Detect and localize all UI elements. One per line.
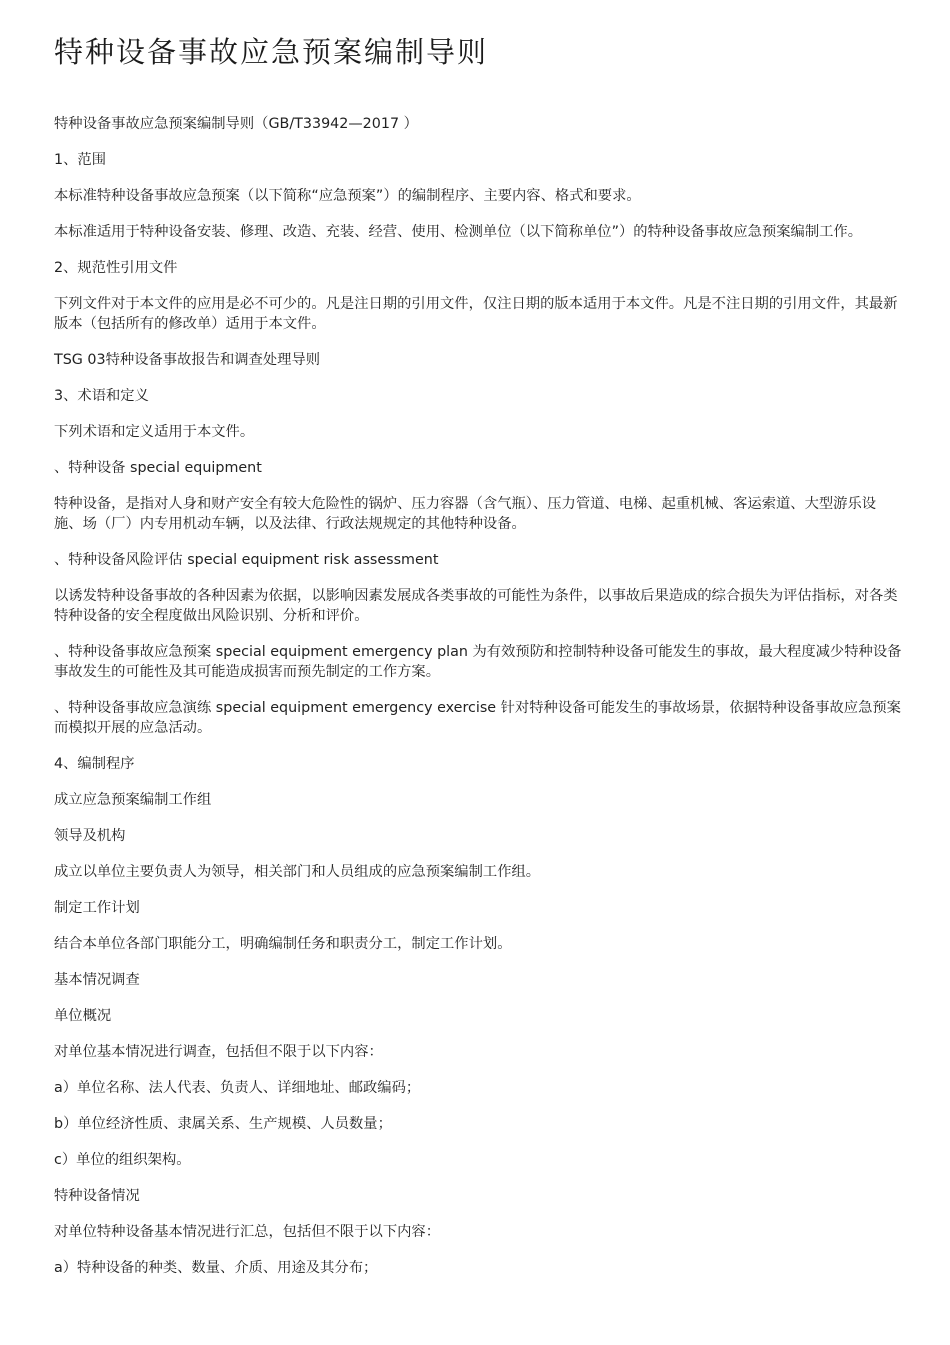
paragraph: 对单位基本情况进行调查，包括但不限于以下内容： bbox=[54, 1044, 383, 1060]
section-heading-terms: 3、术语和定义 bbox=[54, 388, 149, 404]
section-heading-procedure: 4、编制程序 bbox=[54, 756, 135, 772]
subheading: 特种设备情况 bbox=[54, 1188, 140, 1204]
paragraph: 结合本单位各部门职能分工，明确编制任务和职责分工，制定工作计划。 bbox=[54, 936, 512, 952]
page-title: 特种设备事故应急预案编制导则 bbox=[54, 35, 489, 69]
list-item: c）单位的组织架构。 bbox=[54, 1152, 191, 1168]
subheading: 基本情况调查 bbox=[54, 972, 140, 988]
list-item: a）特种设备的种类、数量、介质、用途及其分布； bbox=[54, 1260, 378, 1276]
list-item: b）单位经济性质、隶属关系、生产规模、人员数量； bbox=[54, 1116, 392, 1132]
section-heading-scope: 1、范围 bbox=[54, 152, 106, 168]
paragraph: 下列术语和定义适用于本文件。 bbox=[54, 424, 255, 440]
paragraph: 本标准特种设备事故应急预案（以下简称“应急预案”）的编制程序、主要内容、格式和要求。 bbox=[54, 188, 641, 204]
section-heading-references: 2、规范性引用文件 bbox=[54, 260, 178, 276]
doc-subtitle: 特种设备事故应急预案编制导则（GB/T33942—2017 ） bbox=[54, 116, 418, 132]
paragraph: 下列文件对于本文件的应用是必不可少的。凡是注日期的引用文件，仅注日期的版本适用于本文件。凡是不注日期的引用文件，其最新版本（包括所有的修改单）适用于本文件。 bbox=[54, 296, 898, 332]
subheading: 单位概况 bbox=[54, 1008, 112, 1024]
paragraph: 对单位特种设备基本情况进行汇总，包括但不限于以下内容： bbox=[54, 1224, 441, 1240]
paragraph: 以诱发特种设备事故的各种因素为依据，以影响因素发展成各类事故的可能性为条件，以事故后果造成的综合损失为评估指标，对各类特种设备的安全程度做出风险识别、分析和评价。 bbox=[54, 588, 898, 624]
subheading: 制定工作计划 bbox=[54, 900, 140, 916]
term-heading: 、特种设备风险评估 special equipment risk assessment bbox=[54, 552, 439, 568]
paragraph: 、特种设备事故应急预案 special equipment emergency plan 为有效预防和控制特种设备可能发生的事故，最大程度减少特种设备事故发生的可能性及其可能造成损害而预先制定的工作方案。 bbox=[54, 644, 902, 680]
subheading: 领导及机构 bbox=[54, 828, 126, 844]
paragraph: 本标准适用于特种设备安装、修理、改造、充装、经营、使用、检测单位（以下简称单位”）的特种设备事故应急预案编制工作。 bbox=[54, 224, 863, 240]
subheading: 成立应急预案编制工作组 bbox=[54, 792, 212, 808]
term-heading: 、特种设备 special equipment bbox=[54, 460, 262, 476]
paragraph: 、特种设备事故应急演练 special equipment emergency exercise 针对特种设备可能发生的事故场景，依据特种设备事故应急预案而模拟开展的应急活动。 bbox=[54, 700, 901, 736]
paragraph: TSG 03特种设备事故报告和调查处理导则 bbox=[54, 352, 321, 368]
list-item: a）单位名称、法人代表、负责人、详细地址、邮政编码； bbox=[54, 1080, 421, 1096]
paragraph: 特种设备，是指对人身和财产安全有较大危险性的锅炉、压力容器（含气瓶）、压力管道、电梯、起重机械、客运索道、大型游乐设施、场（厂）内专用机动车辆，以及法律、行政法规规定的其他特种设备。 bbox=[54, 496, 877, 532]
paragraph: 成立以单位主要负责人为领导，相关部门和人员组成的应急预案编制工作组。 bbox=[54, 864, 541, 880]
